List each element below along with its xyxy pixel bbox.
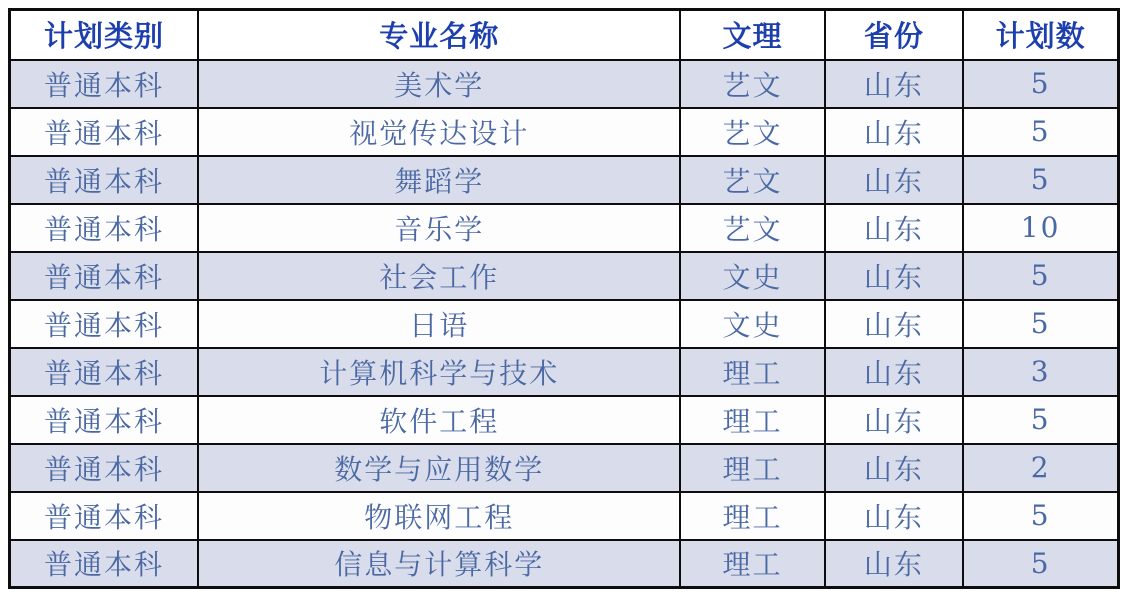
table-body — [10, 60, 1119, 588]
cell-count: 5 — [963, 492, 1118, 540]
table-row — [10, 156, 1119, 204]
cell-stream: 理工 — [680, 348, 824, 396]
cell-count: 5 — [963, 60, 1118, 108]
cell-province: 山东 — [825, 444, 964, 492]
table-row — [10, 204, 1119, 252]
cell-category: 普通本科 — [10, 60, 199, 108]
cell-category: 普通本科 — [10, 444, 199, 492]
table-header — [10, 10, 1119, 60]
table-row — [10, 396, 1119, 444]
table-row — [10, 492, 1119, 540]
cell-province: 山东 — [825, 348, 964, 396]
cell-major: 美术学 — [198, 60, 680, 108]
cell-stream: 艺文 — [680, 108, 824, 156]
cell-province: 山东 — [825, 204, 964, 252]
cell-major: 社会工作 — [198, 252, 680, 300]
table-row — [10, 540, 1119, 588]
table-row — [10, 60, 1119, 108]
cell-major: 信息与计算科学 — [198, 540, 680, 588]
cell-category: 普通本科 — [10, 540, 199, 588]
table-row — [10, 252, 1119, 300]
cell-count: 5 — [963, 108, 1118, 156]
cell-province: 山东 — [825, 252, 964, 300]
cell-province: 山东 — [825, 540, 964, 588]
column-header-category: 计划类别 — [10, 10, 199, 60]
cell-stream: 理工 — [680, 396, 824, 444]
column-header-count: 计划数 — [963, 10, 1118, 60]
cell-category: 普通本科 — [10, 396, 199, 444]
cell-province: 山东 — [825, 156, 964, 204]
cell-province: 山东 — [825, 492, 964, 540]
cell-province: 山东 — [825, 108, 964, 156]
admission-plan-table — [8, 8, 1120, 589]
cell-category: 普通本科 — [10, 204, 199, 252]
cell-count: 10 — [963, 204, 1118, 252]
cell-major: 计算机科学与技术 — [198, 348, 680, 396]
header-row — [10, 10, 1119, 60]
cell-major: 日语 — [198, 300, 680, 348]
table-row — [10, 300, 1119, 348]
cell-major: 视觉传达设计 — [198, 108, 680, 156]
column-header-major: 专业名称 — [198, 10, 680, 60]
table-row — [10, 444, 1119, 492]
cell-count: 5 — [963, 156, 1118, 204]
cell-count: 5 — [963, 540, 1118, 588]
column-header-stream: 文理 — [680, 10, 824, 60]
cell-category: 普通本科 — [10, 492, 199, 540]
cell-category: 普通本科 — [10, 108, 199, 156]
table-row — [10, 108, 1119, 156]
cell-stream: 文史 — [680, 252, 824, 300]
cell-category: 普通本科 — [10, 156, 199, 204]
table-row — [10, 348, 1119, 396]
cell-category: 普通本科 — [10, 300, 199, 348]
cell-major: 物联网工程 — [198, 492, 680, 540]
cell-category: 普通本科 — [10, 252, 199, 300]
cell-stream: 理工 — [680, 540, 824, 588]
cell-stream: 理工 — [680, 492, 824, 540]
cell-count: 3 — [963, 348, 1118, 396]
cell-province: 山东 — [825, 60, 964, 108]
column-header-province: 省份 — [825, 10, 964, 60]
cell-major: 数学与应用数学 — [198, 444, 680, 492]
cell-stream: 理工 — [680, 444, 824, 492]
cell-major: 舞蹈学 — [198, 156, 680, 204]
cell-stream: 艺文 — [680, 204, 824, 252]
cell-major: 音乐学 — [198, 204, 680, 252]
cell-stream: 文史 — [680, 300, 824, 348]
cell-province: 山东 — [825, 396, 964, 444]
cell-category: 普通本科 — [10, 348, 199, 396]
cell-count: 5 — [963, 396, 1118, 444]
cell-stream: 艺文 — [680, 60, 824, 108]
cell-count: 5 — [963, 300, 1118, 348]
cell-stream: 艺文 — [680, 156, 824, 204]
cell-count: 2 — [963, 444, 1118, 492]
cell-major: 软件工程 — [198, 396, 680, 444]
cell-province: 山东 — [825, 300, 964, 348]
cell-count: 5 — [963, 252, 1118, 300]
